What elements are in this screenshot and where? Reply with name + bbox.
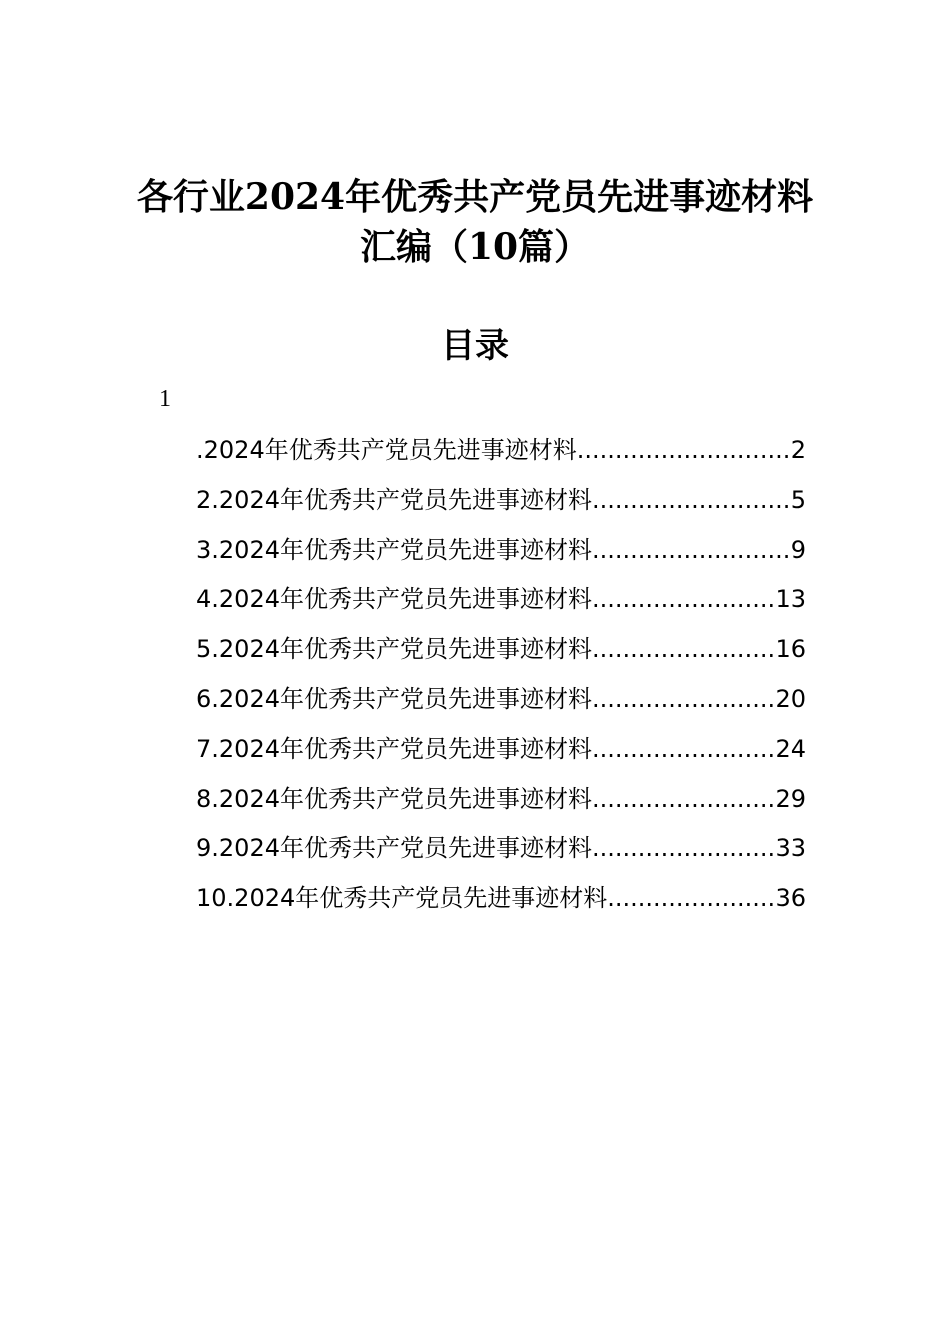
toc-leader-dots [592, 781, 775, 817]
toc-entry-label: 2.2024年优秀共产党员先进事迹材料 [196, 485, 592, 514]
toc-entry-label: 10.2024年优秀共产党员先进事迹材料 [196, 884, 608, 913]
toc-entry-page: 9 [790, 535, 806, 564]
toc-entry-page: 16 [775, 635, 806, 664]
toc-entry-3[interactable] [196, 532, 806, 582]
toc-entry-label: 5.2024年优秀共产党员先进事迹材料 [196, 635, 592, 664]
toc-entry-7[interactable] [196, 731, 806, 781]
toc-entry-label: 8.2024年优秀共产党员先进事迹材料 [196, 784, 592, 813]
toc-entry-label: 6.2024年优秀共产党员先进事迹材料 [196, 684, 592, 713]
toc-leader-dots [592, 631, 775, 667]
toc-entry-page: 24 [775, 734, 806, 763]
toc-entry-page: 29 [775, 784, 806, 813]
toc-leader-dots [592, 532, 791, 568]
toc-entry-8[interactable] [196, 781, 806, 831]
toc-entry-label: 3.2024年优秀共产党员先进事迹材料 [196, 535, 592, 564]
toc-leader-dots [577, 432, 791, 468]
toc-entry-label: 9.2024年优秀共产党员先进事迹材料 [196, 834, 592, 863]
toc-entry-page: 20 [775, 684, 806, 713]
toc-entry-page: 13 [775, 585, 806, 614]
toc-entry-2[interactable] [196, 482, 806, 532]
toc-entry-4[interactable] [196, 581, 806, 631]
toc-leader-dots [592, 482, 791, 518]
toc-entry-5[interactable] [196, 631, 806, 681]
toc-leader-dots [592, 681, 775, 717]
toc-entry-page: 33 [775, 834, 806, 863]
toc-entry-page: 36 [775, 884, 806, 913]
table-of-contents [196, 432, 806, 930]
toc-entry-page: 2 [790, 436, 806, 464]
toc-entry-6[interactable] [196, 681, 806, 731]
toc-leader-dots [607, 880, 775, 916]
toc-leader-dots [592, 581, 775, 617]
toc-entry-1[interactable] [196, 432, 806, 482]
toc-heading: 目录 [441, 326, 509, 366]
toc-entry-page: 5 [790, 485, 806, 514]
toc-entry-9[interactable] [196, 830, 806, 880]
toc-entry-label: 4.2024年优秀共产党员先进事迹材料 [196, 585, 592, 614]
toc-entry-label: .2024年优秀共产党员先进事迹材料 [196, 436, 577, 464]
toc-entry-label: 7.2024年优秀共产党员先进事迹材料 [196, 734, 592, 763]
document-title-line1: 各行业2024年优秀共产党员先进事迹材料 [136, 176, 814, 218]
toc-entry-10[interactable] [196, 880, 806, 930]
stray-list-number: 1 [159, 386, 171, 412]
document-title-line2: 汇编（10篇） [359, 226, 591, 268]
toc-leader-dots [592, 830, 775, 866]
toc-leader-dots [592, 731, 775, 767]
